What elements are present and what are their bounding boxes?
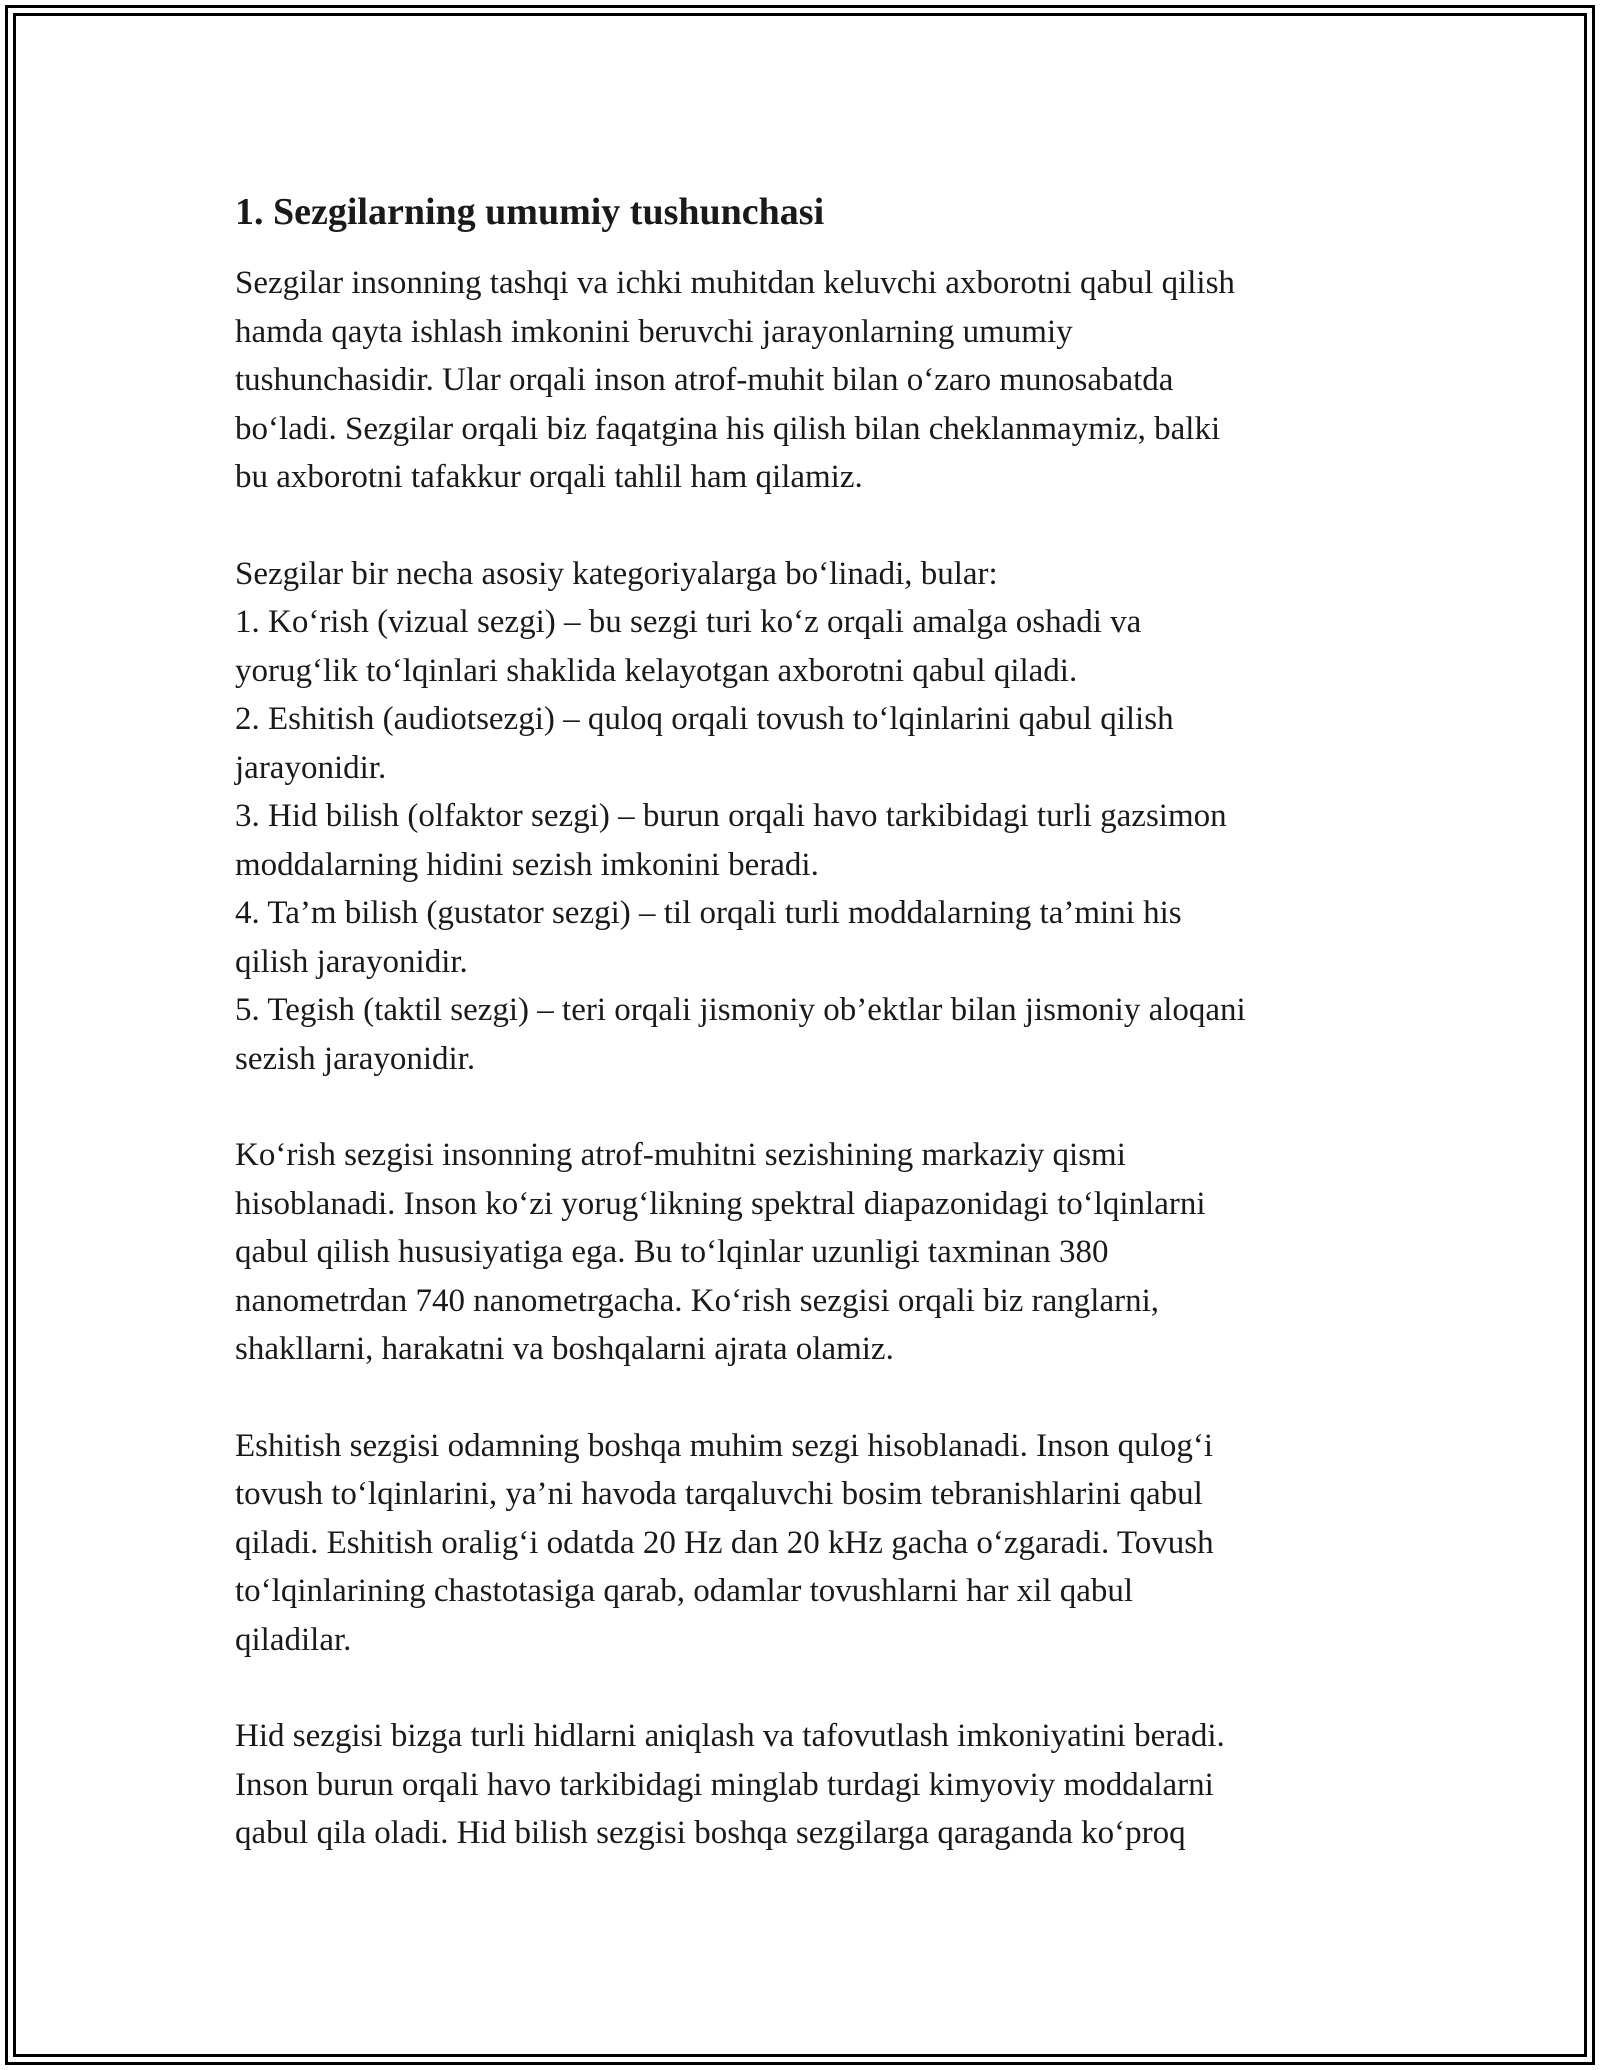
paragraph-vision: [235, 1131, 1375, 1374]
document-body: [235, 185, 1375, 1906]
text-line: jarayonidir.: [235, 749, 387, 786]
text-line: boʻladi. Sezgilar orqali biz faqatgina his qilish bilan cheklanmaymiz, balki: [235, 410, 1221, 447]
text-line: toʻlqinlarining chastotasiga qarab, odamlar tovushlarni har xil qabul: [235, 1573, 1134, 1609]
list-item: 3. Hid bilish (olfaktor sezgi) – burun orqali havo tarkibidagi turli gazsimon: [235, 798, 1227, 834]
paragraph-smell: [235, 1712, 1375, 1858]
text-line: qiladi. Eshitish oraligʻi odatda 20 Hz dan 20 kHz gacha oʻzgaradi. Tovush: [235, 1524, 1214, 1561]
section-heading: 1. Sezgilarning umumiy tushunchasi: [235, 191, 825, 233]
list-item: 2. Eshitish (audiotsezgi) – quloq orqali tovush toʻlqinlarini qabul qilish: [235, 701, 1174, 737]
text-line: Hid sezgisi bizga turli hidlarni aniqlash va tafovutlash imkoniyatini beradi.: [235, 1718, 1225, 1754]
list-item: 4. Ta’m bilish (gustator sezgi) – til orqali turli moddalarning ta’mini his: [235, 895, 1182, 931]
text-line: shakllarni, harakatni va boshqalarni ajrata olamiz.: [235, 1331, 894, 1367]
text-line: Sezgilar bir necha asosiy kategoriyalarga boʻlinadi, bular:: [235, 555, 998, 592]
text-line: bu axborotni tafakkur orqali tahlil ham qilamiz.: [235, 459, 863, 495]
text-line: sezish jarayonidir.: [235, 1040, 476, 1077]
paragraph-categories: [235, 550, 1375, 1084]
text-line: qiladilar.: [235, 1621, 352, 1658]
text-line: Eshitish sezgisi odamning boshqa muhim sezgi hisoblanadi. Inson qulogʻi: [235, 1427, 1213, 1464]
text-line: yorugʻlik toʻlqinlari shaklida kelayotgan axborotni qabul qiladi.: [235, 652, 1078, 689]
text-line: nanometrdan 740 nanometrgacha. Koʻrish sezgisi orqali biz ranglarni,: [235, 1282, 1160, 1319]
text-line: hisoblanadi. Inson koʻzi yorugʻlikning spektral diapazonidagi toʻlqinlarni: [235, 1185, 1206, 1222]
text-line: qabul qila oladi. Hid bilish sezgisi boshqa sezgilarga qaraganda koʻproq: [235, 1815, 1186, 1851]
list-item: 5. Tegish (taktil sezgi) – teri orqali jismoniy ob’ektlar bilan jismoniy aloqani: [235, 992, 1246, 1028]
text-line: Sezgilar insonning tashqi va ichki muhitdan keluvchi axborotni qabul qilish: [235, 265, 1235, 301]
paragraph-intro: [235, 259, 1375, 502]
text-line: moddalarning hidini sezish imkonini beradi.: [235, 846, 819, 883]
list-item: 1. Koʻrish (vizual sezgi) – bu sezgi turi koʻz orqali amalga oshadi va: [235, 604, 1142, 640]
text-line: tushunchasidir. Ular orqali inson atrof-muhit bilan oʻzaro munosabatda: [235, 362, 1174, 398]
text-line: qilish jarayonidir.: [235, 943, 468, 980]
text-line: Koʻrish sezgisi insonning atrof-muhitni sezishining markaziy qismi: [235, 1137, 1126, 1173]
text-line: Inson burun orqali havo tarkibidagi minglab turdagi kimyoviy moddalarni: [235, 1766, 1214, 1803]
text-line: tovush toʻlqinlarini, ya’ni havoda tarqaluvchi bosim tebranishlarini qabul: [235, 1476, 1203, 1512]
paragraph-hearing: [235, 1422, 1375, 1665]
text-line: hamda qayta ishlash imkonini beruvchi jarayonlarning umumiy: [235, 313, 1073, 350]
text-line: qabul qilish hususiyatiga ega. Bu toʻlqinlar uzunligi taxminan 380: [235, 1234, 1109, 1270]
